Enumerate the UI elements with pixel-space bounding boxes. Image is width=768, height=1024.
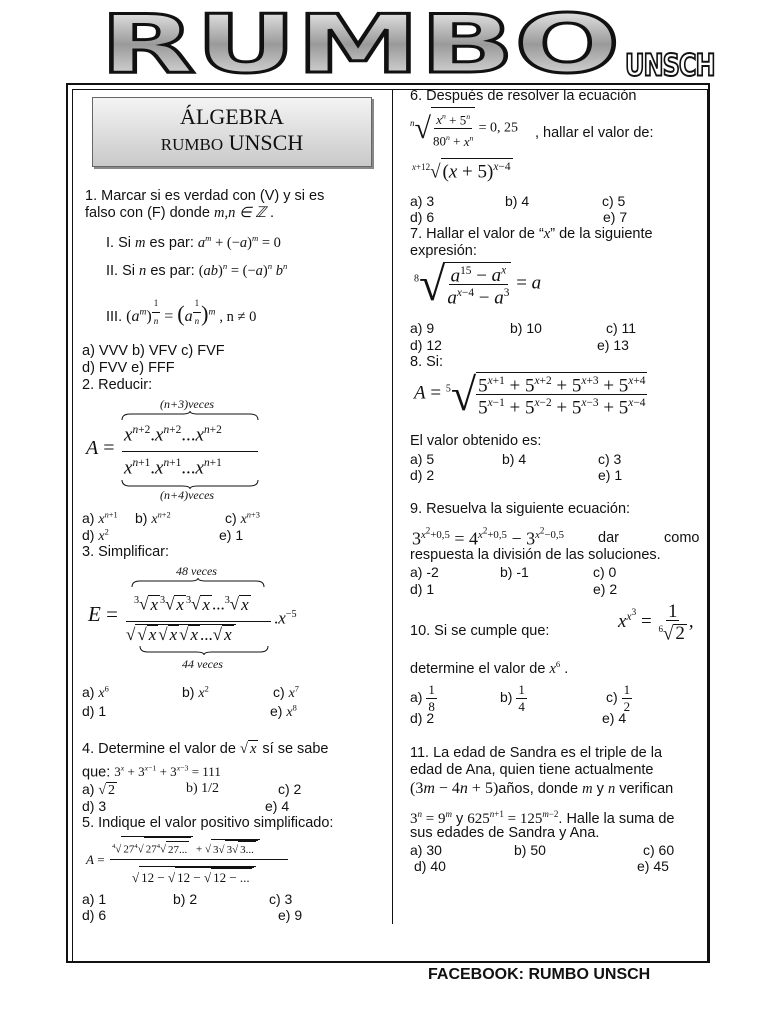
q7-opt-a: a) 9 — [410, 320, 435, 336]
q10-opt-e: e) 4 — [602, 710, 627, 726]
q3-lhs: E = — [88, 602, 118, 626]
q8-equation: A = $^5$√ $\frac{5^{x+1} + 5^{x+2} + 5^{x+3} + 5^{x+4}}{5^{x-1} + 5^{x-2} + 5^{x-3} + 5^{x-4}}$ — [414, 368, 646, 420]
rumbo-logo — [95, 10, 625, 80]
q4-text-b: sí se sabe — [262, 741, 329, 757]
q4-opt-b: b) 1/2 — [186, 781, 220, 796]
q3-multiplier: $.x^{-5}$ — [274, 608, 297, 628]
q2-opt-a-label: a) — [82, 510, 95, 526]
q2-bottom-label: (n+4)veces — [160, 488, 215, 502]
q9-opt-e: e) 2 — [593, 581, 618, 597]
q3-opt-e-label: e) — [270, 703, 283, 719]
title-rumbo — [93, 130, 371, 156]
q11-opt-a: a) 30 — [410, 842, 442, 858]
q6-opt-b: b) 4 — [505, 193, 530, 209]
q6-opt-c: c) 5 — [602, 193, 626, 209]
title-rumbo-word: RUMBO — [160, 135, 224, 154]
q6-equation: $^n$√ $\frac{x^n + 5^n}{80^n + x^n}$ = 0, 25 — [410, 107, 518, 150]
q2-numerator: $x^{n+2}.x^{n+2}...x^{n+2}$ — [124, 424, 222, 446]
q1-i-var: m — [135, 234, 146, 251]
q7-equation: $^8$√ $\frac{a^{15} - a^x}{a^{x-4} - a^3}$ = a — [414, 257, 542, 311]
q8-opt-a: a) 5 — [410, 451, 435, 467]
q3-opt-b-label: b) — [182, 684, 195, 700]
q5-opt-e: e) 9 — [278, 907, 303, 923]
q1-ii-label: II. Si — [106, 262, 136, 279]
q4-opt-c: c) 2 — [278, 781, 302, 797]
q9-text: 9. Resuelva la siguiente ecuación: — [410, 501, 631, 517]
q11-eq1: $3^n = 9^m$ — [410, 809, 452, 827]
q10-opt-b: b) $\frac{1}{4}$ — [500, 682, 525, 714]
q1-ii-var: n — [139, 262, 147, 279]
q11-text3b: y — [596, 781, 604, 797]
q1-opts-row1: a) VVV b) VFV c) FVF — [82, 343, 225, 359]
q1-text2-label: falso con (F) donde — [85, 205, 210, 221]
q11-text2: edad de Ana, quien tiene actualmente — [410, 762, 654, 778]
q9-text2: respuesta la división de las soluciones. — [410, 547, 661, 563]
q10-text2: determine el valor de $x^6$ . — [410, 659, 569, 677]
q11-var-m: m — [582, 781, 593, 797]
q4-text — [82, 740, 329, 758]
q10-equation: $x^{x^3}$ = $\frac{1}{^6√ 2}$ , — [618, 601, 694, 645]
logo-subtitle: UNSCH — [625, 48, 715, 83]
q4-text2-label: que: — [82, 764, 111, 781]
q11-age-expr: (3m − 4n + 5) — [410, 780, 499, 797]
q11-text3a: años, donde — [498, 781, 579, 797]
q11-eq2: $625^{n+1} = 125^{m-2}$ — [467, 809, 559, 827]
q10-opt-a: a) $\frac{1}{8}$ — [410, 682, 435, 714]
q1-i-label: I. Si — [106, 234, 131, 251]
q3-denominator: √ √ x √ x √ x ...√ x — [126, 624, 236, 643]
q2-opt-c-label: c) — [225, 510, 237, 526]
q3-fraction-bar — [126, 621, 271, 622]
q3-bottom-brace — [138, 645, 270, 655]
q3-opt-a: a) $x^6$ — [82, 684, 109, 701]
q3-bottom-label: 44 veces — [182, 657, 223, 671]
q9-opt-c: c) 0 — [593, 564, 617, 580]
q2-text: 2. Reducir: — [82, 377, 153, 393]
q7-opt-b: b) 10 — [510, 320, 542, 336]
q1-iii-cond: , n ≠ 0 — [219, 309, 257, 326]
q11-opt-c: c) 60 — [643, 842, 675, 858]
q7-opt-d: d) 12 — [410, 337, 442, 353]
q11-opt-b: b) 50 — [514, 842, 546, 858]
q5-text: 5. Indique el valor positivo simplificado: — [82, 815, 334, 831]
q6-text2: , hallar el valor de: — [535, 125, 654, 141]
q8-opt-b: b) 4 — [502, 451, 527, 467]
q1-opts-row2: d) FVV e) FFF — [82, 360, 175, 376]
q7-text — [410, 226, 653, 243]
q10-opt-c: c) $\frac{1}{2}$ — [606, 682, 631, 714]
column-divider — [392, 89, 393, 924]
q2-opt-a: a) $x^{n+1}$ — [82, 510, 118, 527]
footer-facebook: FACEBOOK: RUMBO UNSCH — [428, 966, 651, 983]
q6-eq-rhs: = 0, 25 — [478, 120, 519, 136]
q1-item-i — [106, 230, 281, 252]
q8-opt-c: c) 3 — [598, 451, 622, 467]
q5-numerator: $^4$√ $27^4√$ $27^4√$ 27... + √ 3√ 3√ 3... — [112, 836, 260, 859]
q6-text: 6. Después de resolver la ecuación — [410, 88, 637, 104]
q3-opt-d: d) 1 — [82, 703, 107, 719]
q2-top-brace — [120, 411, 260, 421]
q3-top-label: 48 veces — [176, 564, 217, 578]
q7-text-label: 7. Hallar el valor de “ — [410, 226, 544, 242]
q2-lhs: A = — [86, 437, 115, 459]
q4-opt-e: e) 4 — [265, 798, 290, 814]
q1-item-ii — [106, 258, 287, 280]
q10-text: 10. Si se cumple que: — [410, 623, 550, 639]
q11-opt-d: d) 40 — [414, 858, 446, 874]
q4-equation: $3^x + 3^{x-1} + 3^{x-3} = 111$ — [114, 764, 221, 780]
q4-text2 — [82, 760, 221, 781]
q1-iii-label: III. — [106, 309, 123, 326]
q2-opt-b: b) $x^{n+2}$ — [135, 510, 171, 527]
q7-var: x — [543, 226, 551, 242]
q2-opt-c: c) $x^{n+3}$ — [225, 510, 260, 527]
q5-lhs: A = — [86, 852, 105, 867]
q1-iii-math: $(a^m)$ $^{\frac{1}{n}}$ = (a $^{\frac{1}{n}}$ )$^m$ — [126, 308, 215, 325]
q11-text4a: y — [456, 811, 464, 827]
q1-text2: falso con (F) donde m,n ∈ ℤ . — [85, 205, 275, 221]
q3-opt-c-label: c) — [273, 684, 285, 700]
q11-text3 — [410, 780, 673, 798]
q2-denominator: $x^{n+1}.x^{n+1}...x^{n+1}$ — [124, 457, 222, 479]
q3-numerator: $^3$√ x $^3$√ x $^3$√ x ...$^3$√ x — [134, 594, 249, 614]
q10-text2-label: determine el valor de — [410, 660, 546, 677]
q4-eq-rhs: = 111 — [191, 764, 221, 780]
q6-opt-e: e) 7 — [603, 209, 628, 225]
q5-opt-a: a) 1 — [82, 891, 107, 907]
q4-opt-a: a) √ 2 — [82, 781, 116, 798]
q6-expression: $^{x+12}$√ $(x + 5)^{x-4}$ — [412, 158, 513, 180]
q2-fraction-bar — [122, 451, 258, 452]
q1-condition: m,n ∈ ℤ — [213, 205, 266, 221]
q1-i-mid: es par: — [149, 234, 194, 251]
q7-opt-e: e) 13 — [597, 337, 629, 353]
q9-como: como — [664, 530, 700, 546]
title-box — [92, 97, 372, 167]
q8-opt-d: d) 2 — [410, 467, 435, 483]
q8-opt-e: e) 1 — [598, 467, 623, 483]
q7-opt-c: c) 11 — [606, 320, 637, 336]
q11-text4b: . Halle la suma de — [558, 811, 675, 827]
q1-text: 1. Marcar si es verdad con (V) y si es — [85, 188, 325, 204]
q11-text3c: verifican — [619, 781, 674, 797]
q1-ii-mid: es par: — [150, 262, 195, 279]
q7-text2: expresión: — [410, 243, 477, 259]
q5-fraction-bar — [110, 859, 288, 860]
q6-opt-d: d) 6 — [410, 209, 435, 225]
q4-text-label: 4. Determine el valor de — [82, 741, 236, 757]
q2-opt-d: d) $x^2$ — [82, 527, 109, 544]
q4-opt-a-label: a) — [82, 781, 95, 797]
q2-opt-e: e) 1 — [219, 527, 244, 543]
q5-opt-c: c) 3 — [269, 891, 293, 907]
q11-text1: 11. La edad de Sandra es el triple de la — [410, 745, 663, 761]
title-subject: ÁLGEBRA — [180, 104, 284, 129]
logo-text: RUMBO — [100, 10, 620, 80]
q10-opt-b-label: b) — [500, 689, 513, 706]
q3-opt-b: b) $x^2$ — [182, 684, 209, 701]
title-unsch-word: UNSCH — [228, 130, 304, 155]
q8-text: 8. Si: — [410, 354, 444, 370]
q10-opt-d: d) 2 — [410, 710, 435, 726]
q5-opt-d: d) 6 — [82, 907, 107, 923]
q11-text5: sus edades de Sandra y Ana. — [410, 825, 600, 841]
q11-var-n: n — [607, 781, 616, 797]
q4-opt-d: d) 3 — [82, 798, 107, 814]
q6-opt-a: a) 3 — [410, 193, 435, 209]
q1-item-iii — [106, 295, 256, 330]
q5-opt-b: b) 2 — [173, 891, 198, 907]
q5-denominator: √ 12 − √ 12 − √ 12 − ... — [132, 866, 256, 886]
q10-opt-a-label: a) — [410, 689, 423, 706]
q9-opt-b: b) -1 — [500, 564, 529, 580]
q1-i-math: $a^m + (-a)^m = 0$ — [197, 233, 281, 251]
q2-opt-b-label: b) — [135, 510, 148, 526]
q1-ii-math: $(ab)^n = (-a)^n$ $b^n$ — [198, 261, 288, 279]
q11-opt-e: e) 45 — [637, 858, 669, 874]
q9-opt-a: a) -2 — [410, 564, 439, 580]
q7-text-b: ” de la siguiente — [550, 226, 653, 242]
q4-sqrt-x: √ x — [239, 741, 257, 757]
q2-top-label: (n+3)veces — [160, 397, 215, 411]
q3-opt-c: c) $x^7$ — [273, 684, 299, 701]
q2-opt-d-label: d) — [82, 527, 95, 543]
q3-text: 3. Simplificar: — [82, 544, 170, 560]
q3-opt-a-label: a) — [82, 684, 95, 700]
q9-opt-d: d) 1 — [410, 581, 435, 597]
q9-equation: $3^{x^2+0,5} = 4^{x^2+0,5} - 3^{x^2-0,5}$ — [412, 525, 564, 549]
q3-top-brace — [130, 578, 266, 588]
q10-opt-c-label: c) — [606, 689, 618, 706]
q9-dar: dar — [598, 530, 619, 546]
q8-text2: El valor obtenido es: — [410, 433, 542, 449]
q3-opt-e: e) $x^8$ — [270, 703, 297, 720]
